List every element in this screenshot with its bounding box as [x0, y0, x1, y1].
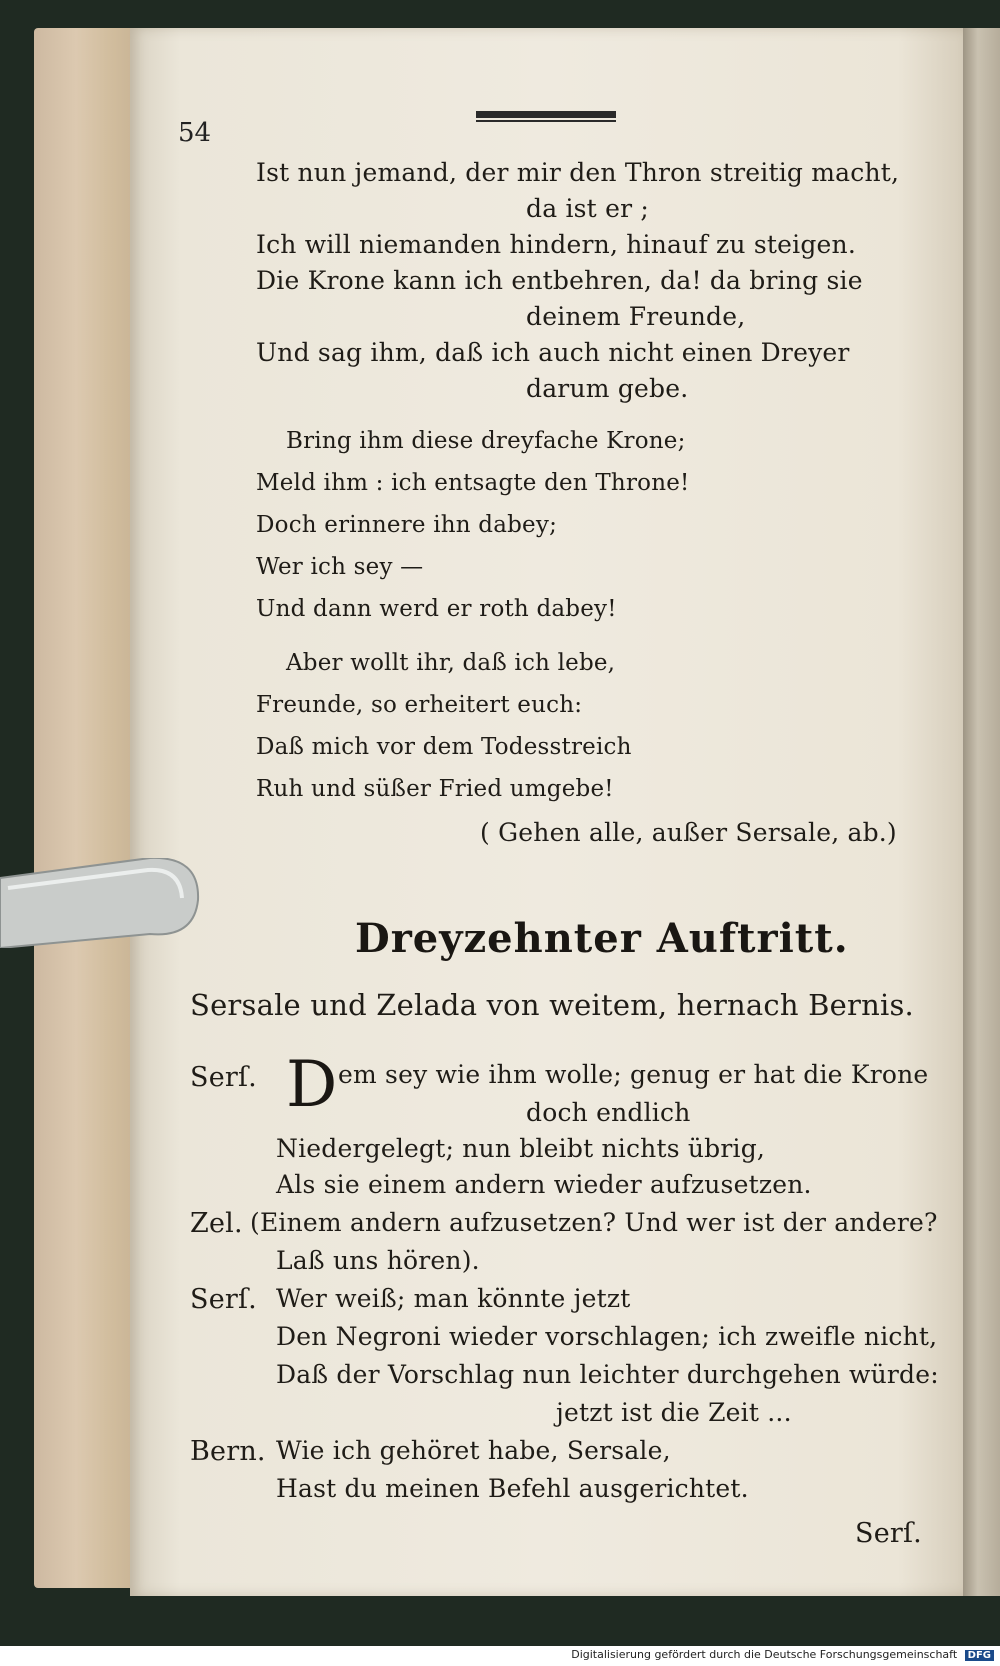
verse-line: da ist er ;	[526, 194, 649, 223]
drop-cap: D	[286, 1048, 338, 1122]
book-gutter-right	[963, 28, 1000, 1596]
verse-line: deinem Freunde,	[526, 302, 746, 331]
scene-heading: Dreyzehnter Auftritt.	[355, 915, 849, 962]
dialogue-line: Hast du meinen Befehl ausgerichtet.	[276, 1474, 749, 1503]
dialogue-line: Wer weiß; man könnte jetzt	[276, 1284, 631, 1313]
speaker-label: Serſ.	[190, 1062, 257, 1093]
dialogue-line: (Einem andern aufzusetzen? Und wer ist der andere?	[250, 1208, 938, 1237]
verse-line: Und sag ihm, daß ich auch nicht einen Dreyer	[256, 338, 850, 367]
speaker-label: Bern.	[190, 1436, 266, 1467]
speaker-label: Zel.	[190, 1208, 243, 1239]
song-line: Doch erinnere ihn dabey;	[256, 512, 558, 538]
dialogue-line: doch endlich	[526, 1098, 691, 1127]
catchword: Serſ.	[855, 1518, 922, 1549]
dialogue-line: em sey wie ihm wolle; genug er hat die Krone	[338, 1060, 929, 1089]
song-line: Meld ihm : ich entsagte den Throne!	[256, 470, 690, 496]
verse-line: Ich will niemanden hindern, hinauf zu steigen.	[256, 230, 856, 259]
dialogue-line: Daß der Vorschlag nun leichter durchgehen würde:	[276, 1360, 939, 1389]
song-line: Freunde, so erheitert euch:	[256, 692, 583, 718]
dramatis-personae: Sersale und Zelada von weitem, hernach Bernis.	[190, 988, 914, 1022]
stage-direction: ( Gehen alle, außer Sersale, ab.)	[480, 818, 897, 847]
page-clip-marker	[0, 858, 200, 948]
dialogue-line: Wie ich gehöret habe, Sersale,	[276, 1436, 671, 1465]
song-line: Und dann werd er roth dabey!	[256, 596, 617, 622]
song-line: Aber wollt ihr, daß ich lebe,	[286, 650, 616, 676]
verse-line: Ist nun jemand, der mir den Thron streitig macht,	[256, 158, 900, 187]
song-line: Daß mich vor dem Todesstreich	[256, 734, 632, 760]
footer-bar	[0, 1646, 1000, 1666]
dialogue-line: Den Negroni wieder vorschlagen; ich zweifle nicht,	[276, 1322, 938, 1351]
footer-credit-text: Digitalisierung gefördert durch die Deutsche Forschungsgemeinschaft	[571, 1648, 958, 1661]
dialogue-line: Niedergelegt; nun bleibt nichts übrig,	[276, 1134, 766, 1163]
footer-credit	[571, 1648, 994, 1661]
dfg-logo-icon: DFG	[965, 1650, 994, 1661]
song-line: Wer ich sey —	[256, 554, 424, 580]
verse-line: Die Krone kann ich entbehren, da! da bring sie	[256, 266, 863, 295]
dialogue-line: Als sie einem andern wieder aufzusetzen.	[276, 1170, 812, 1199]
page-number: 54	[178, 118, 212, 148]
dialogue-line: Laß uns hören).	[276, 1246, 480, 1275]
song-line: Ruh und süßer Fried umgebe!	[256, 776, 614, 802]
book-edge-left	[34, 28, 139, 1588]
header-rule	[476, 111, 616, 122]
verse-line: darum gebe.	[526, 374, 689, 403]
song-line: Bring ihm diese dreyfache Krone;	[286, 428, 686, 454]
speaker-label: Serſ.	[190, 1284, 257, 1315]
dialogue-line: jetzt ist die Zeit ...	[556, 1398, 792, 1427]
